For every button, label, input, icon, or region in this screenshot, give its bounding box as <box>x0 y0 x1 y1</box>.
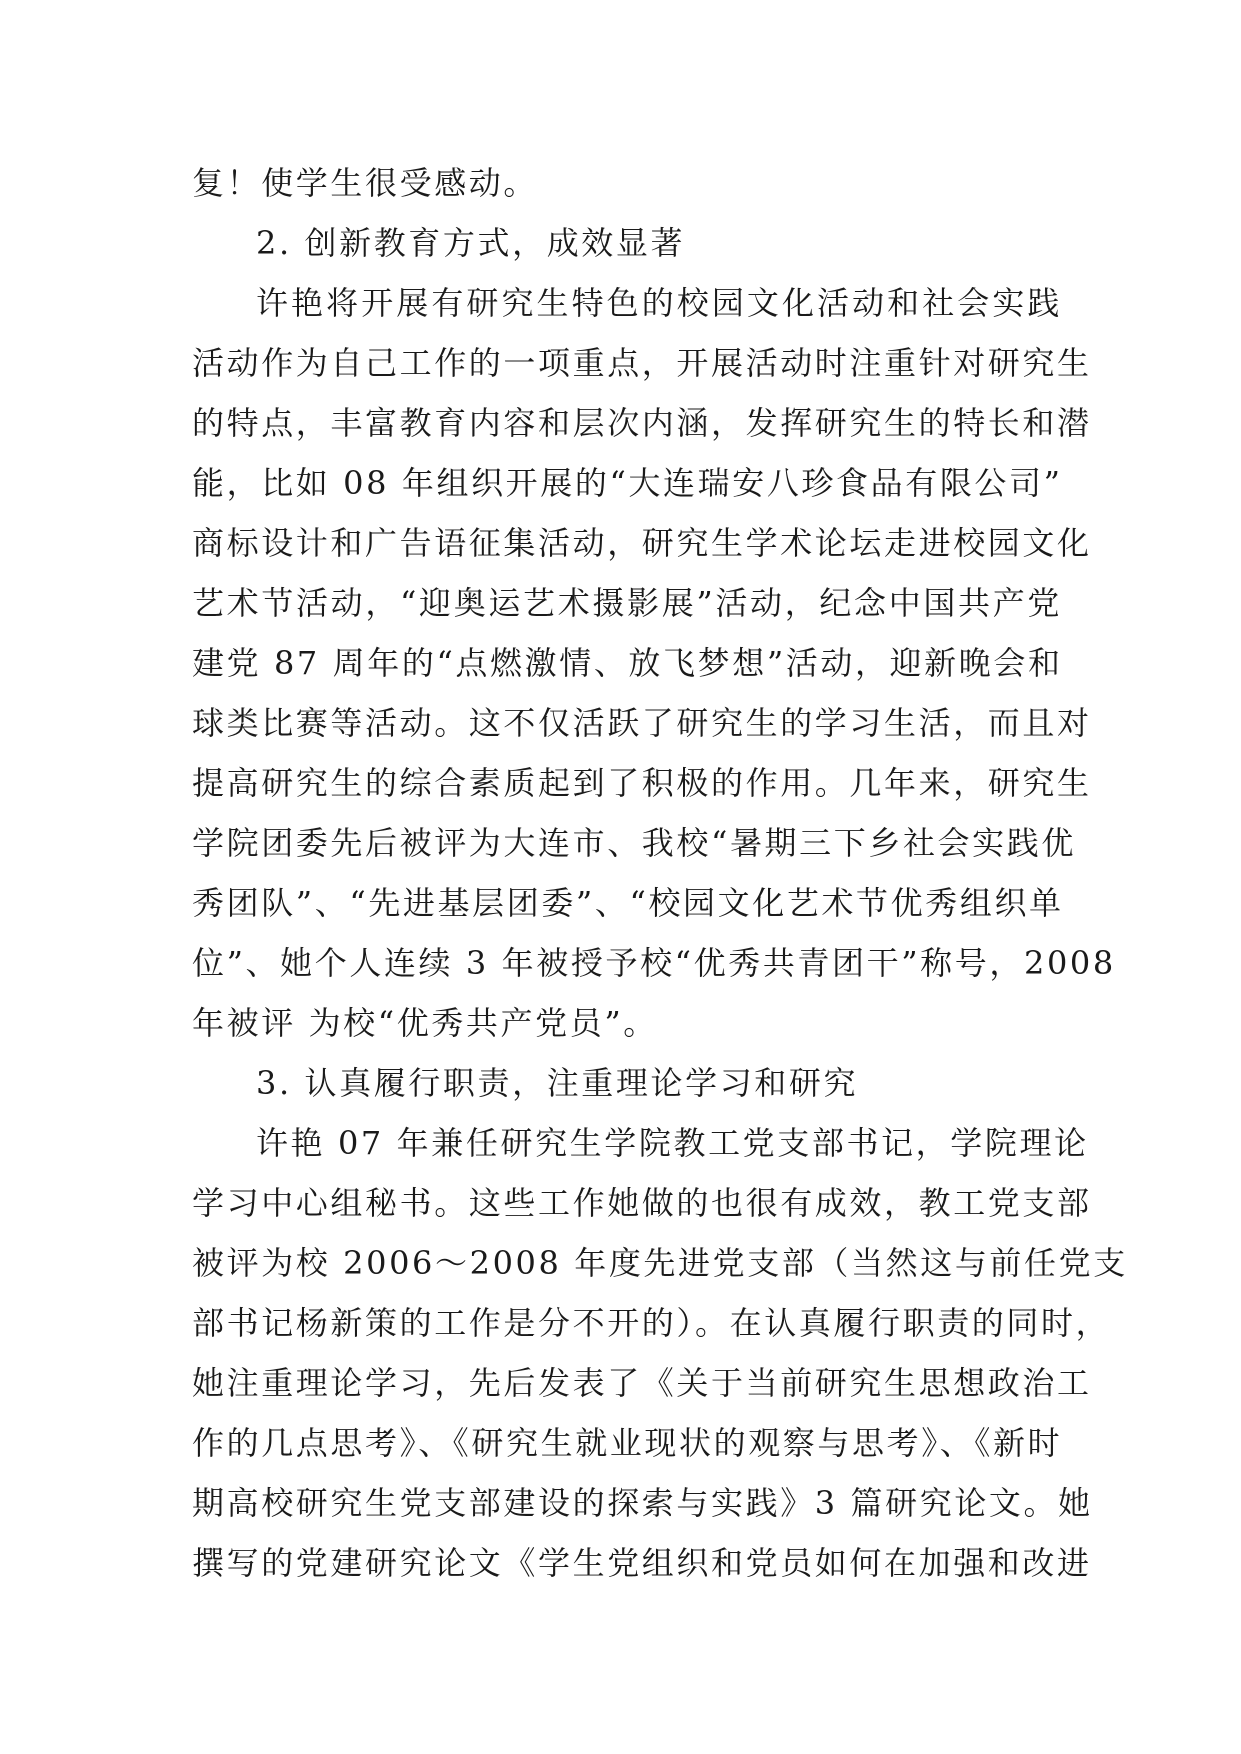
text-line: 部书记杨新策的工作是分不开的）。在认真履行职责的同时， <box>192 1304 1111 1342</box>
text-line: 期高校研究生党支部建设的探索与实践》3 篇研究论文。她 <box>192 1484 1093 1522</box>
text-line: 提高研究生的综合素质起到了积极的作用。几年来，研究生 <box>192 764 1092 802</box>
text-line: 的特点，丰富教育内容和层次内涵，发挥研究生的特长和潜 <box>192 404 1092 442</box>
paragraph-first-line: 许艳 07 年兼任研究生学院教工党支部书记，学院理论 <box>256 1124 1089 1162</box>
text-line: 她注重理论学习，先后发表了《关于当前研究生思想政治工 <box>192 1364 1092 1402</box>
text-line: 学院团委先后被评为大连市、我校“暑期三下乡社会实践优 <box>192 824 1076 862</box>
body-text <box>192 153 1128 1593</box>
section-heading: 3. 认真履行职责，注重理论学习和研究 <box>256 1064 859 1102</box>
text-line: 撰写的党建研究论文《学生党组织和党员如何在加强和改进 <box>192 1544 1092 1582</box>
text-line: 能，比如 08 年组织开展的“大连瑞安八珍食品有限公司” <box>192 464 1063 502</box>
text-line: 球类比赛等活动。这不仅活跃了研究生的学习生活，而且对 <box>192 704 1092 742</box>
text-line: 作的几点思考》、《研究生就业现状的观察与思考》、《新时 <box>192 1424 1063 1462</box>
text-line: 艺术节活动，“迎奥运艺术摄影展”活动，纪念中国共产党 <box>192 584 1062 622</box>
text-line: 建党 87 周年的“点燃激情、放飞梦想”活动，迎新晚会和 <box>192 644 1063 682</box>
section-heading: 2. 创新教育方式，成效显著 <box>256 224 686 262</box>
text-line: 学习中心组秘书。这些工作她做的也很有成效，教工党支部 <box>192 1184 1092 1222</box>
text-line: 年被评 为校“优秀共产党员”。 <box>192 1004 658 1042</box>
text-line: 活动作为自己工作的一项重点，开展活动时注重针对研究生 <box>192 344 1092 382</box>
text-line: 被评为校 2006～2008 年度先进党支部（当然这与前任党支 <box>192 1244 1128 1282</box>
text-line: 秀团队”、“先进基层团委”、“校园文化艺术节优秀组织单 <box>192 884 1064 922</box>
text-line: 商标设计和广告语征集活动，研究生学术论坛走进校园文化 <box>192 524 1092 562</box>
text-line: 复！使学生很受感动。 <box>192 164 539 202</box>
text-line: 位”、她个人连续 3 年被授予校“优秀共青团干”称号，2008 <box>192 944 1116 982</box>
paragraph-first-line: 许艳将开展有研究生特色的校园文化活动和社会实践 <box>256 284 1062 322</box>
